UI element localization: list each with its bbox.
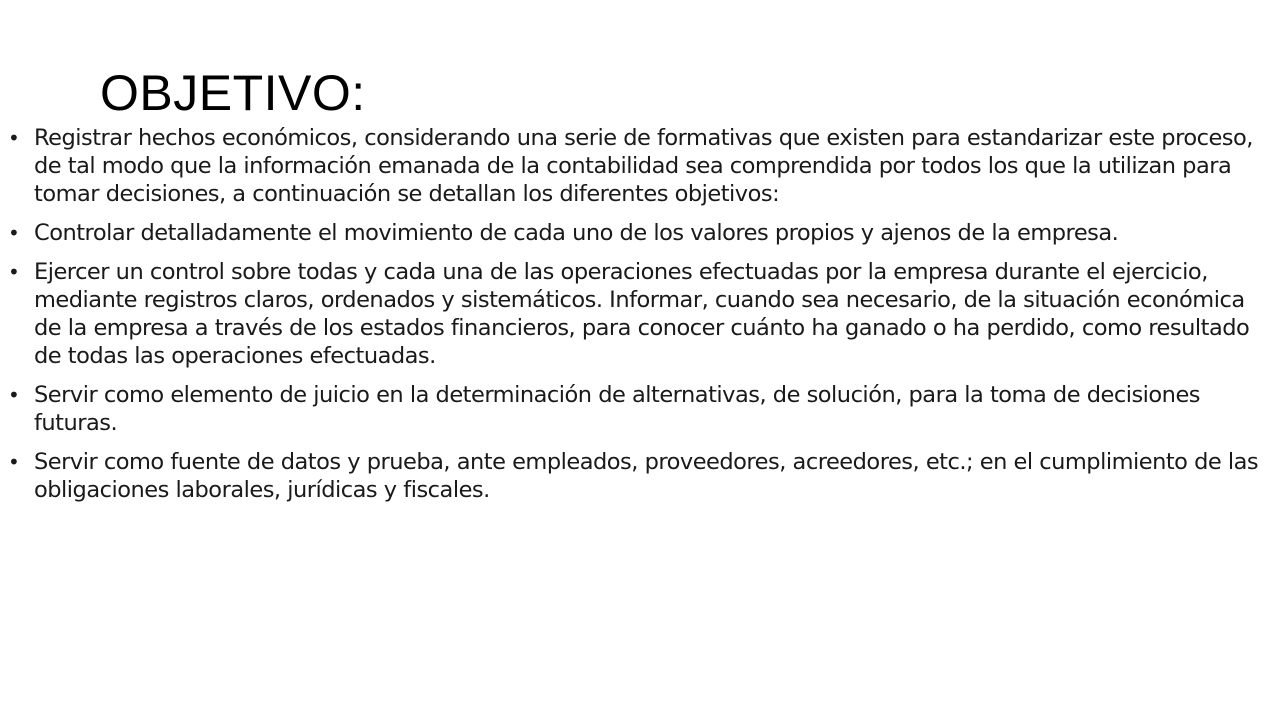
bullet-text: Ejercer un control sobre todas y cada una de las operaciones efectuadas por la empresa durante el ejercicio, mediante registros claros, ordenados y sistemáticos. Informar, cuando sea necesario, de la situación económica de la empresa a través de los estados financieros, para conocer cuánto ha ganado o ha perdido, como resultado de todas las operaciones efectuadas. [34,259,1250,369]
bullet-text: Servir como elemento de juicio en la determinación de alternativas, de solución, para la toma de decisiones futuras. [34,382,1201,436]
bullet-icon: • [8,450,20,474]
bullet-text: Registrar hechos económicos, considerando una serie de formativas que existen para estandarizar este proceso, de tal modo que la información emanada de la contabilidad sea comprendida por todos los que la utilizan para tomar decisiones, a continuación se detallan los diferentes objetivos: [34,125,1253,207]
bullet-item [0,124,1280,208]
bullet-item [0,381,1280,437]
bullet-icon: • [8,383,20,407]
bullet-text: Servir como fuente de datos y prueba, ante empleados, proveedores, acreedores, etc.; en el cumplimiento de las obligaciones laborales, jurídicas y fiscales. [34,449,1259,503]
bullet-icon: • [8,260,20,284]
bullet-text: Controlar detalladamente el movimiento de cada uno de los valores propios y ajenos de la empresa. [34,220,1119,246]
bullet-list [0,124,1280,515]
bullet-item [0,219,1280,247]
bullet-item [0,258,1280,370]
bullet-item [0,448,1280,504]
bullet-icon: • [8,126,20,150]
bullet-icon: • [8,221,20,245]
slide-title: OBJETIVO: [100,65,366,121]
